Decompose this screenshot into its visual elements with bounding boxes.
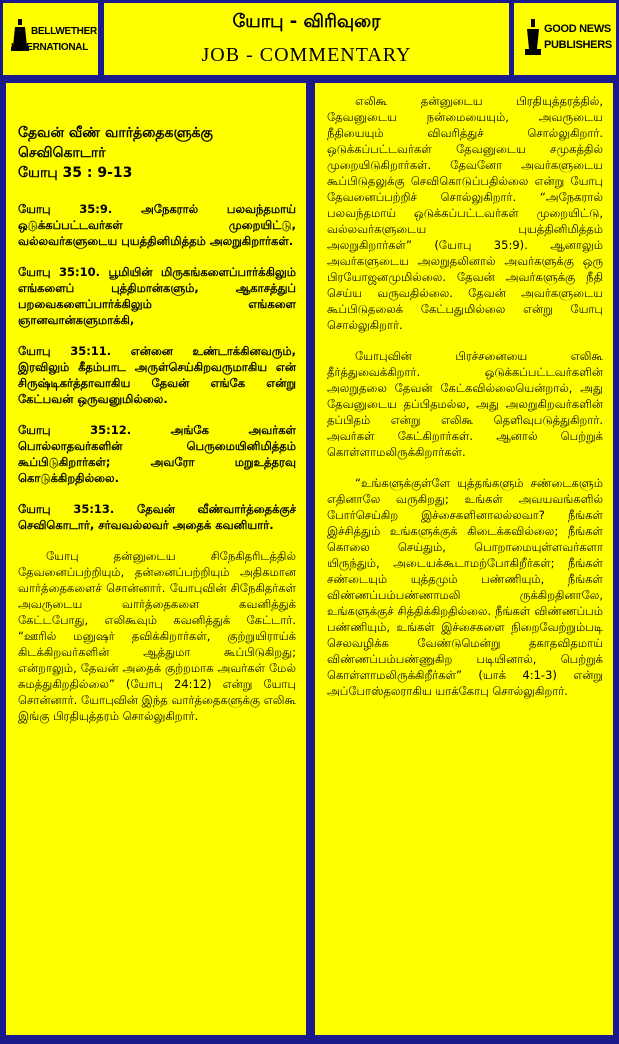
verse-35-11: யோபு 35:11. என்னை உண்டாக்கினவரும், இரவிலும் கீதம்பாட அருள்செய்கிறவருமாகிய என் சிருஷ்டிகர்த்தாவாகிய தேவன் எங்கே என்று கேட்பவன் ஒருவனுமில்லை. [18,344,296,406]
page-header [0,0,619,80]
verse-35-9: யோபு 35:9. அநேகரால் பலவந்தமாய் ஒடுக்கப்பட்டவர்கள் முறையிட்டு, வல்லவர்களுடைய புயத்தினிமித்தம் அலறுகிறார்கள். [18,202,296,248]
section-heading [18,123,296,183]
section-heading-title: தேவன் வீண் வார்த்தைகளுக்கு செவிகொடார் [18,125,213,161]
right-column [312,80,616,1038]
section-heading-reference: யோபு 35 : 9-13 [18,165,133,181]
logo-left-line2: INTERNATIONAL [11,42,89,53]
title-tamil: யோபு - விரிவுரை [232,11,381,32]
verse-35-13: யோபு 35:13. தேவன் வீண்வார்த்தைக்குச் செவிகொடார், சர்வவல்லவர் அதைக் கவனியார். [18,502,296,532]
bellwether-logo [3,3,98,75]
title-english: JOB - COMMENTARY [201,44,412,66]
good-news-logo [514,3,616,75]
commentary-paragraph: எலிகூ தன்னுடைய பிரதியுத்தரத்தில், தேவனுடைய நன்மையையும், அவருடைய நீதியையும் விவரித்துச் சொல்லுகிறார். ஒடுக்கப்பட்டவர்கள் தேவனுடைய சமுகத்தில் முறையிடுகிறார்கள். தேவனோ அவர்களுடைய கூப்பிடுதலுக்கு செவிகொடுப்பதில்லை என்று யோபு தேவனைப்பற்றிச் சொல்லுகிறார். “அநேகரால் பலவந்தமாய் ஒடுக்கப்பட்டவர்கள் முறையிட்டு, வல்லவர்களுடைய புயத்தினிமித்தம் அலறுகிறார்கள்” (யோபு 35:9). ஆனாலும் அவர்களுடைய அலறுதலினால் அவர்களுக்கு ஒரு பிரயோஜனமுமில்லை. தேவன் அவர்களுக்கு நீதி செய்ய வருவதில்லை. தேவன் அவர்களுடைய கூப்பிடுதலைக் கேட்பதுமில்லை என்று யோபு சொல்லுகிறார். [327,94,603,332]
verse-35-12: யோபு 35:12. அங்கே அவர்கள் பொல்லாதவர்களின் பெருமையினிமித்தம் கூப்பிடுகிறார்கள்; அவரோ மறுஉத்தரவு கொடுக்கிறதில்லை. [18,423,296,485]
logo-right-line1: GOOD NEWS [544,23,611,35]
commentary-paragraph: யோபு தன்னுடைய சிநேகிதரிடத்தில் தேவனைப்பற்றியும், தன்னைப்பற்றியும் அதிகமான வார்த்தைகளைச் சொன்னார். யோபுவின் சிநேகிதர்கள் அவருடைய வார்த்தைகளை கவனித்துக் கேட்டபோது, எலிகூவும் கவனித்துக் கேட்டார். “ஊரில் மனுஷர் தவிக்கிறார்கள், குற்றுயிராய்க் கிடக்கிறவர்களின் ஆத்துமா கூப்பிடுகிறது; என்றாலும், தேவன் அதைக் குற்றமாக அவர்கள் மேல் சுமத்துகிறதில்லை” (யோபு 24:12) என்று யோபு சொன்னார். யோபுவின் இந்த வார்த்தைகளுக்கு எலிகூ இங்கு பிரதியுத்தரம் சொல்லுகிறார். [18,549,296,723]
commentary-paragraph: யோபுவின் பிரச்சனையை எலிகூ தீர்த்துவைக்கிறார். ஒடுக்கப்பட்டவர்களின் அலறுதலை தேவன் கேட்கவில்லையென்றால், அது தேவனுடைய தப்பிதமல்ல, அது அலறுகிறவர்களின் தப்பிதம் என்று எலிகூ தெளிவுபடுத்துகிறார். அவர்கள் கேட்கிறார்கள். ஆனால் பெற்றுக் கொள்ளாமலிருக்கிறார்கள். [327,349,603,459]
commentary-paragraph: “உங்களுக்குள்ளே யுத்தங்களும் சண்டைகளும் எதினாலே வருகிறது; உங்கள் அவயவங்களில் போர்செய்கிற இச்சைகளினாலல்லவா? நீங்கள் இச்சித்தும் உங்களுக்குக் கிடைக்கவில்லை; நீங்கள் கொலை செய்தும், பொறாமையுள்ளவர்களா யிருந்தும், அடையக்கூடாமற்போகிறீர்கள்; நீங்கள் சண்டையும் யுத்தமும் பண்ணியும், நீங்கள் விண்ணப்பம்பண்ணாமலி ருக்கிறதினாலே, உங்களுக்குச் சித்திக்கிறதில்லை. நீங்கள் விண்ணப்பம் பண்ணியும், உங்கள் இச்சைகளை நிறைவேற்றும்படி செலவழிக்க வேண்டுமென்று தகாதவிதமாய் விண்ணப்பம்பண்ணுகிற படியினால், பெற்றுக் கொள்ளாமலிருக்கிறீர்கள்” (யாக் 4:1-3) என்று அப்போஸ்தலராகிய யாக்கோபு சொல்லுகிறார். [327,476,603,698]
verse-35-10: யோபு 35:10. பூமியின் மிருகங்களைப்பார்க்கிலும் எங்களைப் புத்திமான்களும், ஆகாசத்துப் பறவைகளைப்பார்க்கிலும் எங்களை ஞானவான்களுமாக்கி, [18,265,296,327]
logo-right-line2: PUBLISHERS [544,39,612,51]
title-box [104,3,509,75]
logo-left-line1: BELLWETHER [31,26,97,37]
left-column [3,80,309,1038]
good-news-lamp-icon [524,19,542,57]
